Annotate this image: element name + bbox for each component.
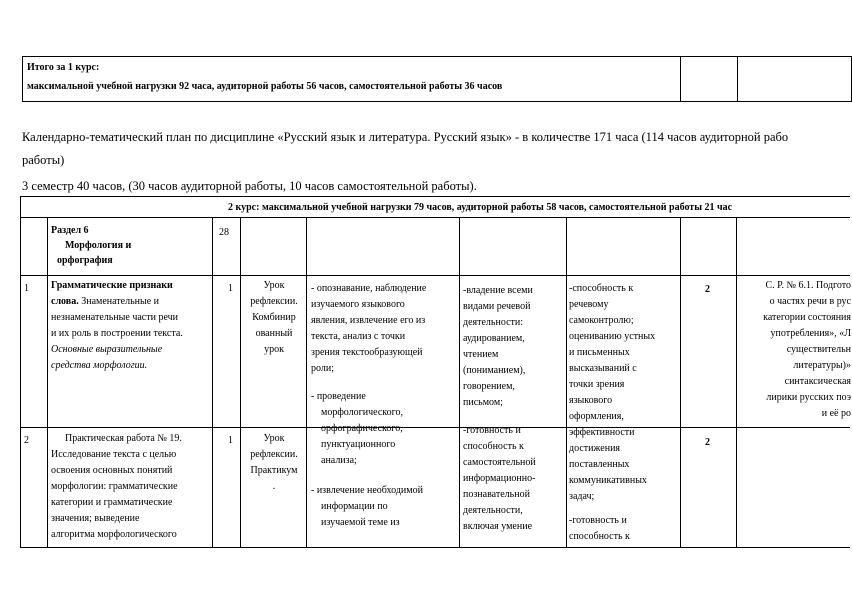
results-line: информационно- <box>463 473 536 484</box>
type-line: рефлексии. <box>250 449 298 460</box>
topic-line: незнаменательные части речи <box>51 312 179 323</box>
meta-line: коммуникативных <box>569 475 647 486</box>
row1-lesson-type <box>243 278 305 358</box>
activity-line: роли; <box>311 363 334 374</box>
type-line: . <box>272 481 276 492</box>
col-divider <box>566 217 567 547</box>
topic-line: Грамматические признаки <box>51 280 173 291</box>
row1-results <box>463 283 533 411</box>
task-line: существительн <box>786 344 851 355</box>
results-line: познавательной <box>463 489 530 500</box>
row2-sr-hours: 2 <box>705 437 710 448</box>
plan-line-3: 3 семестр 40 часов, (30 часов аудиторной работы, 10 часов самостоятельной работы). <box>22 179 477 193</box>
task-line: лирики русских поэ <box>766 392 851 403</box>
activity-line: - извлечение необходимой <box>311 485 423 496</box>
task-line: и её ро <box>821 408 851 419</box>
section-line: Раздел 6 <box>51 225 89 236</box>
topic-line: Практическая работа № 19. <box>65 433 182 444</box>
topic-line: морфологии: грамматические <box>51 481 178 492</box>
row1-activity-3 <box>311 483 423 531</box>
activity-line: изучаемой теме из <box>321 517 400 528</box>
results-line: говорением, <box>463 381 515 392</box>
meta-line: достижения <box>569 443 621 454</box>
activity-line: - опознавание, наблюдение <box>311 283 427 294</box>
summary-divider <box>680 57 681 101</box>
activity-line: пунктуационного <box>321 439 396 450</box>
meta-line: точки зрения <box>569 379 625 390</box>
task-line: употребления», «Л <box>770 328 851 339</box>
type-line: урок <box>264 344 284 355</box>
row-divider <box>21 275 850 276</box>
row1-meta-2 <box>569 513 630 545</box>
activity-line: анализа; <box>321 455 357 466</box>
row1-results-2 <box>463 423 536 535</box>
col-divider <box>459 217 460 547</box>
task-line: категории состояния <box>763 312 851 323</box>
topic-line: Исследование текста с целью <box>51 449 177 460</box>
plan-line-1: Календарно-тематический план по дисциплине «Русский язык и литература. Русский язык» - в количестве 171 часа (114 часов аудиторной рабо <box>22 130 789 144</box>
type-line: Урок <box>263 280 285 291</box>
row1-meta <box>569 281 655 505</box>
col-divider <box>240 217 241 547</box>
results-line: аудированием, <box>463 333 525 344</box>
col-divider <box>306 217 307 547</box>
task-line: литературы)» <box>793 360 851 371</box>
meta-line: и письменных <box>569 347 630 358</box>
topic-line: алгоритма морфологического <box>51 529 177 540</box>
task-line: синтаксическая <box>784 376 851 387</box>
topic-line: средства морфологии. <box>51 360 148 371</box>
row2-hours: 1 <box>228 435 233 446</box>
meta-line: -способность к <box>569 283 634 294</box>
section-line: Морфология и <box>65 240 132 251</box>
type-line: Комбинир <box>252 312 296 323</box>
meta-line: оцениванию устных <box>569 331 656 342</box>
col-divider <box>736 217 737 547</box>
results-line: (пониманием), <box>463 365 526 376</box>
topic-line: освоения основных понятий <box>51 465 173 476</box>
activity-line: - проведение <box>311 391 366 402</box>
activity-line: изучаемого языкового <box>311 299 405 310</box>
row1-sr-task <box>739 278 851 422</box>
topic-line: значения; выведение <box>51 513 140 524</box>
results-line: включая умение <box>463 521 533 532</box>
summary-subtitle: максимальной учебной нагрузки 92 часа, аудиторной работы 56 часов, самостоятельной работы 36 часов <box>27 81 503 92</box>
topic-line: категории и грамматические <box>51 497 173 508</box>
section-title <box>51 223 131 268</box>
results-line: -владение всеми <box>463 285 533 296</box>
activity-line: орфографического, <box>321 423 403 434</box>
summary-divider <box>737 57 738 101</box>
course-header: 2 курс: максимальной учебной нагрузки 79 часов, аудиторной работы 58 часов, самостоятельной работы 21 час <box>228 202 733 213</box>
meta-line: способность к <box>569 531 630 542</box>
summary-table <box>22 56 852 102</box>
topic-line: и их роль в построении текста. <box>51 328 183 339</box>
section-line: орфография <box>57 255 113 266</box>
row2-number: 2 <box>24 435 29 446</box>
plan-line-2: работы) <box>22 153 65 167</box>
results-line: -готовность и <box>463 425 521 436</box>
results-line: деятельности, <box>463 505 523 516</box>
meta-line: оформления, <box>569 411 624 422</box>
results-line: способность к <box>463 441 524 452</box>
row2-lesson-type <box>243 431 305 495</box>
results-line: видами речевой <box>463 301 531 312</box>
meta-line: задач; <box>569 491 595 502</box>
type-line: ованный <box>255 328 293 339</box>
meta-line: речевому <box>569 299 609 310</box>
activity-line: информации по <box>321 501 388 512</box>
row1-number: 1 <box>24 283 29 294</box>
meta-line: языкового <box>569 395 613 406</box>
col-divider <box>212 217 213 547</box>
meta-line: высказываний с <box>569 363 637 374</box>
results-line: деятельности: <box>463 317 524 328</box>
results-line: самостоятельной <box>463 457 536 468</box>
row-divider <box>21 217 850 218</box>
activity-line: текста, анализ с точки <box>311 331 406 342</box>
meta-line: эффективности <box>569 427 635 438</box>
main-table <box>20 196 850 548</box>
row2-topic <box>51 431 182 543</box>
activity-line: морфологического, <box>321 407 403 418</box>
summary-title: Итого за 1 курс: <box>27 62 100 73</box>
task-line: С. Р. № 6.1. Подгото <box>765 280 851 291</box>
type-line: Практикум <box>250 465 298 476</box>
row1-hours: 1 <box>228 283 233 294</box>
col-divider <box>47 217 48 547</box>
type-line: рефлексии. <box>250 296 298 307</box>
results-line: письмом; <box>463 397 503 408</box>
activity-line: явления, извлечение его из <box>311 315 426 326</box>
activity-line: зрения текстообразующей <box>311 347 423 358</box>
row1-topic <box>51 278 183 374</box>
task-line: о частях речи в рус <box>769 296 851 307</box>
topic-line: Знаменательные и <box>78 296 160 307</box>
meta-line: поставленных <box>569 459 630 470</box>
meta-line: -готовность и <box>569 515 627 526</box>
row1-activity <box>311 281 426 377</box>
meta-line: самоконтролю; <box>569 315 634 326</box>
row1-activity-2 <box>311 389 403 469</box>
topic-line: Основные выразительные <box>51 344 163 355</box>
col-divider <box>680 217 681 547</box>
section-hours: 28 <box>219 227 229 238</box>
results-line: чтением <box>463 349 499 360</box>
row-divider <box>21 427 850 428</box>
row1-sr-hours: 2 <box>705 284 710 295</box>
type-line: Урок <box>263 433 285 444</box>
topic-line: слова. <box>51 296 79 307</box>
